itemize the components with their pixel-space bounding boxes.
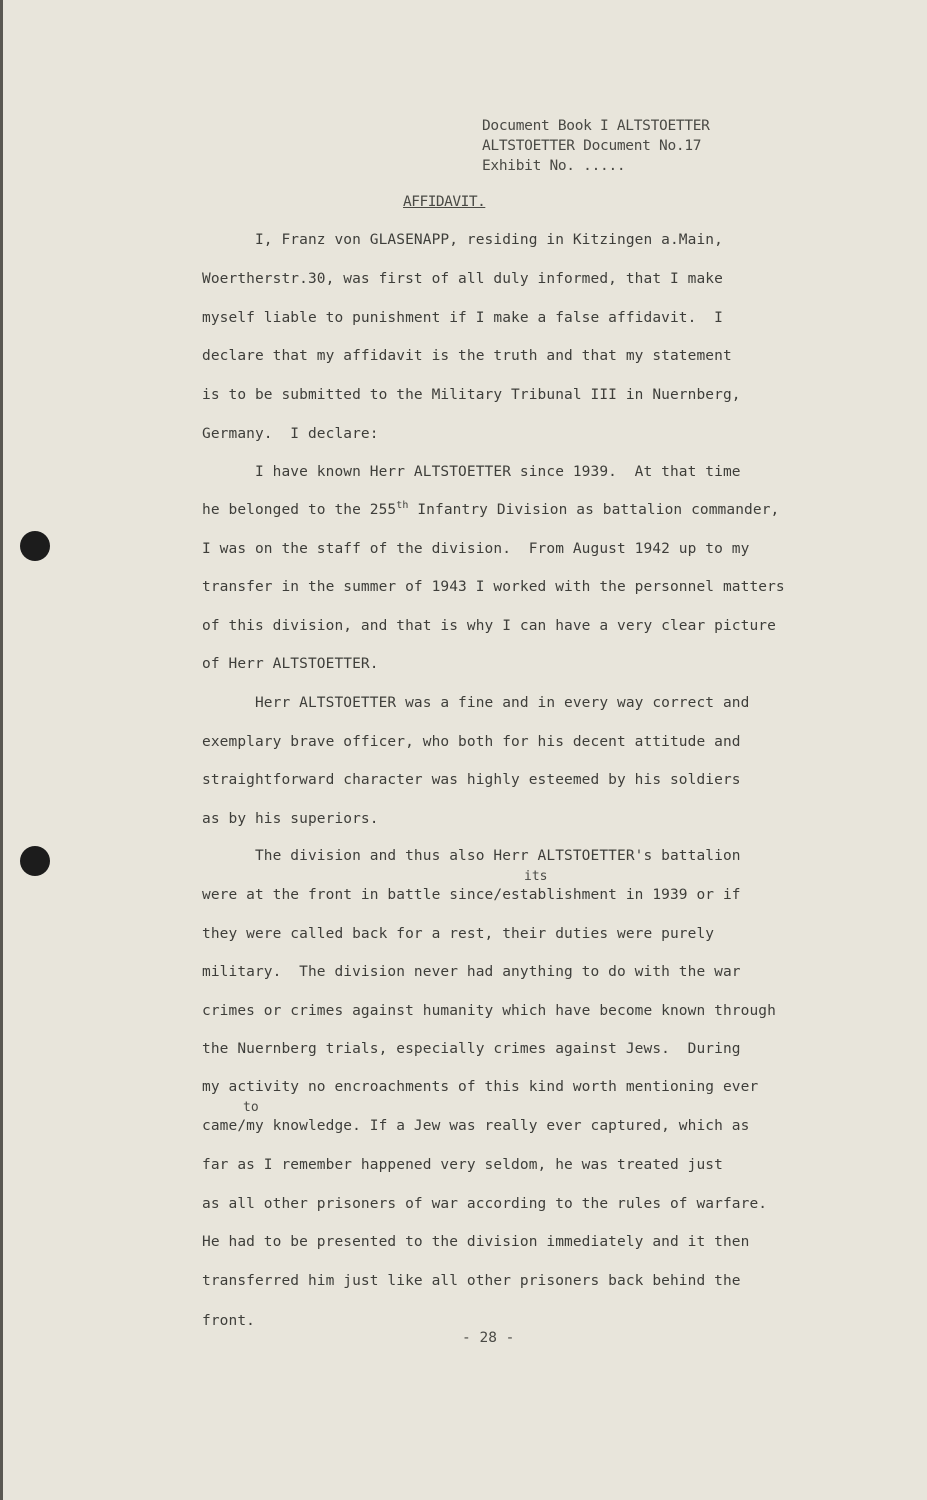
document-number-line: ALTSTOETTER Document No.17 [482, 138, 702, 154]
text-line: the Nuernberg trials, especially crimes against Jews. During [202, 1041, 741, 1057]
text-segment: Infantry Division as battalion commander, [408, 502, 780, 518]
affidavit-title: AFFIDAVIT. [403, 194, 486, 210]
text-line: came/my knowledge. If a Jew was really ever captured, which as [202, 1118, 750, 1134]
text-line: my activity no encroachments of this kind worth mentioning ever [202, 1079, 759, 1095]
text-line: Germany. I declare: [202, 426, 379, 442]
text-line: I was on the staff of the division. From August 1942 up to my [202, 541, 750, 557]
text-line: as all other prisoners of war according to the rules of warfare. [202, 1196, 768, 1212]
ordinal-superscript: th [396, 500, 409, 511]
text-line: Herr ALTSTOETTER was a fine and in every way correct and [202, 695, 750, 711]
text-line: they were called back for a rest, their duties were purely [202, 926, 715, 942]
punch-hole-bottom [20, 846, 50, 876]
text-line: were at the front in battle since/establishment in 1939 or if [202, 887, 741, 903]
document-book-line: Document Book I ALTSTOETTER [482, 118, 710, 134]
text-line: of this division, and that is why I can have a very clear picture [202, 618, 776, 634]
punch-hole-top [20, 531, 50, 561]
text-line: of Herr ALTSTOETTER. [202, 656, 379, 672]
text-line: He had to be presented to the division immediately and it then [202, 1234, 750, 1250]
text-line: Woertherstr.30, was first of all duly informed, that I make [202, 271, 723, 287]
text-line: front. [202, 1313, 255, 1329]
text-segment: he belonged to the 255 [202, 502, 397, 518]
text-line: myself liable to punishment if I make a false affidavit. I [202, 310, 723, 326]
text-line: I, Franz von GLASENAPP, residing in Kitzingen a.Main, [202, 232, 723, 248]
text-line: exemplary brave officer, who both for his decent attitude and [202, 734, 741, 750]
text-line: declare that my affidavit is the truth and that my statement [202, 348, 732, 364]
text-line: I have known Herr ALTSTOETTER since 1939. At that time [202, 464, 741, 480]
text-line: military. The division never had anything to do with the war [202, 964, 741, 980]
text-line: transfer in the summer of 1943 I worked with the personnel matters [202, 579, 785, 595]
text-line: is to be submitted to the Military Tribunal III in Nuernberg, [202, 387, 741, 403]
interlinear-insertion: to [243, 1100, 259, 1115]
text-line-with-superscript [202, 502, 779, 518]
exhibit-number-line: Exhibit No. ..... [482, 158, 626, 174]
text-line: crimes or crimes against humanity which have become known through [202, 1003, 776, 1019]
page-number: - 28 - [462, 1330, 515, 1346]
text-line: straightforward character was highly esteemed by his soldiers [202, 772, 741, 788]
interlinear-insertion: its [524, 869, 548, 884]
text-line: as by his superiors. [202, 811, 379, 827]
text-line: transferred him just like all other prisoners back behind the [202, 1273, 741, 1289]
text-line: far as I remember happened very seldom, he was treated just [202, 1157, 723, 1173]
document-reference-header [482, 116, 710, 176]
text-line: The division and thus also Herr ALTSTOETTER's battalion [202, 848, 741, 864]
